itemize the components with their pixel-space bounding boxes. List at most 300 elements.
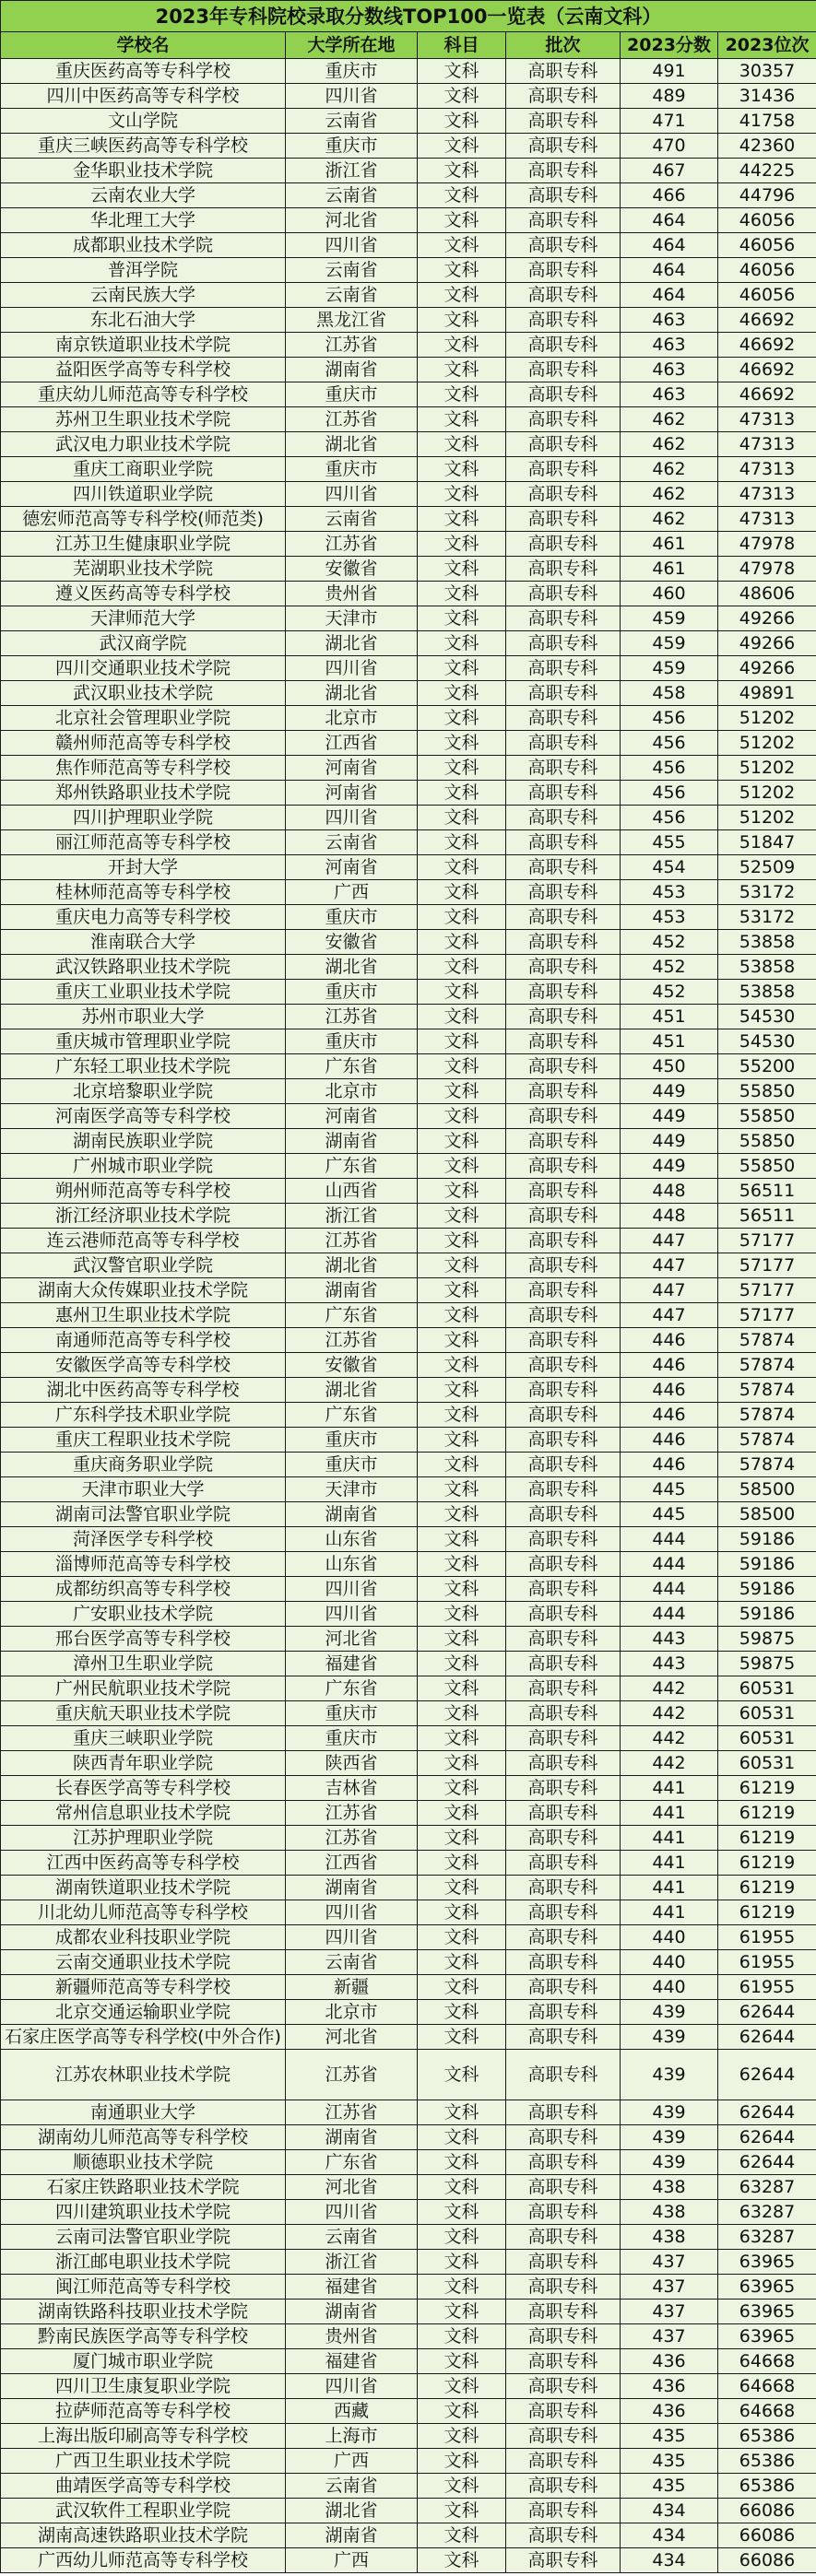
school-name-cell: 重庆幼儿师范高等专科学校	[1, 382, 286, 407]
subject-cell: 文科	[418, 1054, 506, 1079]
subject-cell: 文科	[418, 1552, 506, 1577]
subject-cell: 文科	[418, 2499, 506, 2523]
batch-cell: 高职专科	[506, 457, 621, 482]
subject-cell: 文科	[418, 731, 506, 756]
rank-cell: 53172	[718, 880, 816, 905]
score-cell: 437	[621, 2275, 718, 2300]
subject-cell: 文科	[418, 2050, 506, 2100]
location-cell: 广东省	[286, 1054, 418, 1079]
table-row	[1, 1453, 816, 1477]
score-cell: 441	[621, 1776, 718, 1801]
school-name-cell: 云南交通职业技术学院	[1, 1950, 286, 1975]
subject-cell: 文科	[418, 606, 506, 631]
subject-cell: 文科	[418, 308, 506, 333]
subject-cell: 文科	[418, 358, 506, 382]
subject-cell: 文科	[418, 2349, 506, 2374]
location-cell: 广东省	[286, 2150, 418, 2175]
score-cell: 470	[621, 134, 718, 159]
location-cell: 湖北省	[286, 2499, 418, 2523]
batch-cell: 高职专科	[506, 2324, 621, 2349]
location-cell: 浙江省	[286, 1204, 418, 1229]
score-cell: 441	[621, 1801, 718, 1826]
subject-cell: 文科	[418, 1278, 506, 1303]
table-row	[1, 1676, 816, 1701]
location-cell: 河南省	[286, 781, 418, 806]
batch-cell: 高职专科	[506, 1428, 621, 1453]
school-name-cell: 黔南民族医学高等专科学校	[1, 2324, 286, 2349]
location-cell: 云南省	[286, 258, 418, 283]
location-cell: 江苏省	[286, 2050, 418, 2100]
school-name-cell: 四川护理职业学院	[1, 806, 286, 830]
score-cell: 456	[621, 731, 718, 756]
table-row	[1, 2300, 816, 2324]
score-cell: 450	[621, 1054, 718, 1079]
school-name-cell: 南通师范高等专科学校	[1, 1328, 286, 1353]
subject-cell: 文科	[418, 1428, 506, 1453]
score-cell: 464	[621, 233, 718, 258]
rank-cell: 61219	[718, 1826, 816, 1851]
score-cell: 459	[621, 631, 718, 656]
batch-cell: 高职专科	[506, 756, 621, 781]
school-name-cell: 天津师范大学	[1, 606, 286, 631]
rank-cell: 63965	[718, 2275, 816, 2300]
score-cell: 440	[621, 1975, 718, 2000]
table-row	[1, 258, 816, 283]
location-cell: 四川省	[286, 2200, 418, 2225]
subject-cell: 文科	[418, 1453, 506, 1477]
table-row	[1, 134, 816, 159]
school-name-cell: 重庆航天职业技术学院	[1, 1701, 286, 1726]
location-cell: 江苏省	[286, 2100, 418, 2125]
location-cell: 浙江省	[286, 2250, 418, 2275]
table-row	[1, 1079, 816, 1104]
school-name-cell: 石家庄铁路职业技术学院	[1, 2175, 286, 2200]
school-name-cell: 四川铁道职业学院	[1, 482, 286, 507]
table-row	[1, 1129, 816, 1154]
table-row	[1, 1303, 816, 1328]
batch-cell: 高职专科	[506, 631, 621, 656]
subject-cell: 文科	[418, 1701, 506, 1726]
table-row	[1, 1253, 816, 1278]
batch-cell: 高职专科	[506, 2523, 621, 2548]
score-cell: 437	[621, 2300, 718, 2324]
batch-cell: 高职专科	[506, 283, 621, 308]
table-row	[1, 1876, 816, 1900]
rank-cell: 61955	[718, 1950, 816, 1975]
table-row	[1, 2200, 816, 2225]
rank-cell: 53858	[718, 980, 816, 1005]
subject-cell: 文科	[418, 2150, 506, 2175]
batch-cell: 高职专科	[506, 1900, 621, 1925]
table-row	[1, 905, 816, 930]
score-cell: 456	[621, 781, 718, 806]
table-row	[1, 1527, 816, 1552]
rank-cell: 60531	[718, 1676, 816, 1701]
score-cell: 447	[621, 1278, 718, 1303]
table-row	[1, 308, 816, 333]
rank-cell: 59875	[718, 1652, 816, 1676]
subject-cell: 文科	[418, 2324, 506, 2349]
subject-cell: 文科	[418, 1502, 506, 1527]
table-row	[1, 84, 816, 109]
table-row	[1, 1900, 816, 1925]
batch-cell: 高职专科	[506, 1950, 621, 1975]
table-row	[1, 159, 816, 183]
location-cell: 广西	[286, 880, 418, 905]
school-name-cell: 四川交通职业技术学院	[1, 656, 286, 681]
subject-cell: 文科	[418, 1801, 506, 1826]
school-name-cell: 成都农业科技职业学院	[1, 1925, 286, 1950]
batch-cell: 高职专科	[506, 2399, 621, 2424]
subject-cell: 文科	[418, 1652, 506, 1676]
rank-cell: 62644	[718, 2100, 816, 2125]
batch-cell: 高职专科	[506, 1652, 621, 1676]
score-cell: 440	[621, 1925, 718, 1950]
batch-cell: 高职专科	[506, 308, 621, 333]
batch-cell: 高职专科	[506, 1776, 621, 1801]
subject-cell: 文科	[418, 905, 506, 930]
location-cell: 云南省	[286, 283, 418, 308]
table-row	[1, 2374, 816, 2399]
rank-cell: 65386	[718, 2449, 816, 2474]
location-cell: 湖南省	[286, 1502, 418, 1527]
rank-cell: 46692	[718, 333, 816, 358]
header-subject: 科目	[418, 32, 506, 59]
subject-cell: 文科	[418, 1029, 506, 1054]
subject-cell: 文科	[418, 333, 506, 358]
rank-cell: 54530	[718, 1005, 816, 1029]
location-cell: 江苏省	[286, 532, 418, 557]
school-name-cell: 云南民族大学	[1, 283, 286, 308]
batch-cell: 高职专科	[506, 1876, 621, 1900]
rank-cell: 61955	[718, 1975, 816, 2000]
subject-cell: 文科	[418, 2225, 506, 2250]
table-row	[1, 706, 816, 731]
table-row	[1, 2474, 816, 2499]
rank-cell: 49266	[718, 631, 816, 656]
rank-cell: 53172	[718, 905, 816, 930]
batch-cell: 高职专科	[506, 2300, 621, 2324]
score-cell: 462	[621, 432, 718, 457]
location-cell: 云南省	[286, 507, 418, 532]
header-location: 大学所在地	[286, 32, 418, 59]
batch-cell: 高职专科	[506, 1278, 621, 1303]
score-cell: 462	[621, 482, 718, 507]
school-name-cell: 广西幼儿师范高等专科学校	[1, 2548, 286, 2573]
rank-cell: 46692	[718, 358, 816, 382]
rank-cell: 62644	[718, 2050, 816, 2100]
subject-cell: 文科	[418, 1876, 506, 1900]
location-cell: 湖北省	[286, 955, 418, 980]
rank-cell: 54530	[718, 1029, 816, 1054]
location-cell: 云南省	[286, 183, 418, 208]
rank-cell: 53858	[718, 955, 816, 980]
score-cell: 471	[621, 109, 718, 134]
school-name-cell: 重庆工业职业技术学院	[1, 980, 286, 1005]
batch-cell: 高职专科	[506, 1303, 621, 1328]
subject-cell: 文科	[418, 2100, 506, 2125]
batch-cell: 高职专科	[506, 159, 621, 183]
score-cell: 434	[621, 2523, 718, 2548]
score-cell: 441	[621, 1826, 718, 1851]
batch-cell: 高职专科	[506, 1054, 621, 1079]
school-name-cell: 重庆医药高等专科学校	[1, 59, 286, 84]
table-row	[1, 2449, 816, 2474]
location-cell: 湖北省	[286, 631, 418, 656]
location-cell: 湖北省	[286, 681, 418, 706]
location-cell: 重庆市	[286, 59, 418, 84]
school-name-cell: 广西卫生职业技术学院	[1, 2449, 286, 2474]
table-row	[1, 507, 816, 532]
table-row	[1, 1577, 816, 1602]
subject-cell: 文科	[418, 1154, 506, 1179]
table-row	[1, 1154, 816, 1179]
score-cell: 459	[621, 606, 718, 631]
school-name-cell: 郑州铁路职业技术学院	[1, 781, 286, 806]
school-name-cell: 长春医学高等专科学校	[1, 1776, 286, 1801]
school-name-cell: 苏州卫生职业技术学院	[1, 407, 286, 432]
rank-cell: 51202	[718, 706, 816, 731]
table-row	[1, 631, 816, 656]
school-name-cell: 湖南铁路科技职业技术学院	[1, 2300, 286, 2324]
school-name-cell: 顺德职业技术学院	[1, 2150, 286, 2175]
subject-cell: 文科	[418, 2025, 506, 2050]
school-name-cell: 邢台医学高等专科学校	[1, 1627, 286, 1652]
rank-cell: 56511	[718, 1179, 816, 1204]
rank-cell: 57177	[718, 1253, 816, 1278]
table-row	[1, 1627, 816, 1652]
score-cell: 452	[621, 980, 718, 1005]
rank-cell: 47978	[718, 532, 816, 557]
table-row	[1, 358, 816, 382]
batch-cell: 高职专科	[506, 482, 621, 507]
rank-cell: 47313	[718, 457, 816, 482]
rank-cell: 55850	[718, 1154, 816, 1179]
table-row	[1, 1278, 816, 1303]
rank-cell: 61219	[718, 1900, 816, 1925]
school-name-cell: 重庆工商职业学院	[1, 457, 286, 482]
score-cell: 444	[621, 1602, 718, 1627]
location-cell: 重庆市	[286, 1428, 418, 1453]
table-row	[1, 432, 816, 457]
location-cell: 安徽省	[286, 557, 418, 582]
subject-cell: 文科	[418, 1925, 506, 1950]
batch-cell: 高职专科	[506, 1029, 621, 1054]
location-cell: 河南省	[286, 756, 418, 781]
batch-cell: 高职专科	[506, 1353, 621, 1378]
score-cell: 451	[621, 1029, 718, 1054]
subject-cell: 文科	[418, 955, 506, 980]
rank-cell: 57874	[718, 1353, 816, 1378]
school-name-cell: 文山学院	[1, 109, 286, 134]
location-cell: 河北省	[286, 2175, 418, 2200]
score-cell: 446	[621, 1428, 718, 1453]
school-name-cell: 新疆师范高等专科学校	[1, 1975, 286, 2000]
school-name-cell: 淮南联合大学	[1, 930, 286, 955]
score-cell: 491	[621, 59, 718, 84]
score-cell: 437	[621, 2250, 718, 2275]
school-name-cell: 丽江师范高等专科学校	[1, 830, 286, 855]
subject-cell: 文科	[418, 1627, 506, 1652]
rank-cell: 44225	[718, 159, 816, 183]
rank-cell: 49266	[718, 606, 816, 631]
location-cell: 湖南省	[286, 1876, 418, 1900]
batch-cell: 高职专科	[506, 1627, 621, 1652]
score-cell: 459	[621, 656, 718, 681]
score-cell: 434	[621, 2548, 718, 2573]
table-row	[1, 582, 816, 606]
location-cell: 天津市	[286, 1477, 418, 1502]
location-cell: 西藏	[286, 2399, 418, 2424]
rank-cell: 61219	[718, 1776, 816, 1801]
location-cell: 四川省	[286, 806, 418, 830]
rank-cell: 46692	[718, 308, 816, 333]
batch-cell: 高职专科	[506, 2125, 621, 2150]
rank-cell: 57177	[718, 1278, 816, 1303]
subject-cell: 文科	[418, 980, 506, 1005]
school-name-cell: 常州信息职业技术学院	[1, 1801, 286, 1826]
rank-cell: 60531	[718, 1701, 816, 1726]
school-name-cell: 东北石油大学	[1, 308, 286, 333]
subject-cell: 文科	[418, 2125, 506, 2150]
batch-cell: 高职专科	[506, 2100, 621, 2125]
location-cell: 云南省	[286, 2474, 418, 2499]
rank-cell: 47313	[718, 482, 816, 507]
school-name-cell: 北京社会管理职业学院	[1, 706, 286, 731]
table-row	[1, 2100, 816, 2125]
school-name-cell: 连云港师范高等专科学校	[1, 1229, 286, 1253]
subject-cell: 文科	[418, 507, 506, 532]
score-cell: 449	[621, 1079, 718, 1104]
batch-cell: 高职专科	[506, 2200, 621, 2225]
score-cell: 435	[621, 2424, 718, 2449]
location-cell: 上海市	[286, 2424, 418, 2449]
school-name-cell: 重庆三峡职业学院	[1, 1726, 286, 1751]
table-row	[1, 1054, 816, 1079]
rank-cell: 61219	[718, 1851, 816, 1876]
subject-cell: 文科	[418, 258, 506, 283]
batch-cell: 高职专科	[506, 606, 621, 631]
table-row	[1, 980, 816, 1005]
batch-cell: 高职专科	[506, 1477, 621, 1502]
batch-cell: 高职专科	[506, 1502, 621, 1527]
batch-cell: 高职专科	[506, 1552, 621, 1577]
subject-cell: 文科	[418, 159, 506, 183]
subject-cell: 文科	[418, 1602, 506, 1627]
table-row	[1, 333, 816, 358]
school-name-cell: 广州民航职业技术学院	[1, 1676, 286, 1701]
batch-cell: 高职专科	[506, 1826, 621, 1851]
subject-cell: 文科	[418, 1005, 506, 1029]
school-name-cell: 苏州市职业大学	[1, 1005, 286, 1029]
rank-cell: 63287	[718, 2200, 816, 2225]
batch-cell: 高职专科	[506, 1925, 621, 1950]
table-row	[1, 1726, 816, 1751]
school-name-cell: 厦门城市职业学院	[1, 2349, 286, 2374]
table-row	[1, 208, 816, 233]
table-row	[1, 1975, 816, 2000]
subject-cell: 文科	[418, 1950, 506, 1975]
subject-cell: 文科	[418, 432, 506, 457]
subject-cell: 文科	[418, 1826, 506, 1851]
score-cell: 449	[621, 1129, 718, 1154]
rank-cell: 51202	[718, 756, 816, 781]
table-row	[1, 482, 816, 507]
score-cell: 452	[621, 930, 718, 955]
score-cell: 456	[621, 756, 718, 781]
location-cell: 湖南省	[286, 358, 418, 382]
batch-cell: 高职专科	[506, 2499, 621, 2523]
subject-cell: 文科	[418, 2000, 506, 2025]
rank-cell: 49266	[718, 656, 816, 681]
batch-cell: 高职专科	[506, 905, 621, 930]
score-cell: 454	[621, 855, 718, 880]
school-name-cell: 湖南司法警官职业学院	[1, 1502, 286, 1527]
score-cell: 435	[621, 2449, 718, 2474]
subject-cell: 文科	[418, 1851, 506, 1876]
subject-cell: 文科	[418, 457, 506, 482]
school-name-cell: 陕西青年职业学院	[1, 1751, 286, 1776]
location-cell: 湖南省	[286, 2300, 418, 2324]
rank-cell: 57874	[718, 1428, 816, 1453]
table-row	[1, 2275, 816, 2300]
location-cell: 广东省	[286, 1154, 418, 1179]
rank-cell: 66086	[718, 2499, 816, 2523]
score-cell: 443	[621, 1652, 718, 1676]
table-row	[1, 806, 816, 830]
subject-cell: 文科	[418, 1328, 506, 1353]
batch-cell: 高职专科	[506, 1751, 621, 1776]
table-row	[1, 183, 816, 208]
rank-cell: 66086	[718, 2523, 816, 2548]
batch-cell: 高职专科	[506, 1801, 621, 1826]
batch-cell: 高职专科	[506, 1005, 621, 1029]
rank-cell: 62644	[718, 2025, 816, 2050]
rank-cell: 59875	[718, 1627, 816, 1652]
table-row	[1, 855, 816, 880]
score-cell: 435	[621, 2474, 718, 2499]
school-name-cell: 武汉铁路职业技术学院	[1, 955, 286, 980]
location-cell: 广西	[286, 2449, 418, 2474]
table-row	[1, 233, 816, 258]
score-cell: 446	[621, 1378, 718, 1403]
score-cell: 463	[621, 382, 718, 407]
score-cell: 436	[621, 2349, 718, 2374]
location-cell: 重庆市	[286, 1726, 418, 1751]
batch-cell: 高职专科	[506, 2275, 621, 2300]
location-cell: 广东省	[286, 1303, 418, 1328]
location-cell: 重庆市	[286, 382, 418, 407]
table-row	[1, 1378, 816, 1403]
subject-cell: 文科	[418, 806, 506, 830]
batch-cell: 高职专科	[506, 382, 621, 407]
rank-cell: 61955	[718, 1925, 816, 1950]
score-cell: 438	[621, 2175, 718, 2200]
batch-cell: 高职专科	[506, 1378, 621, 1403]
table-row	[1, 1552, 816, 1577]
score-cell: 463	[621, 308, 718, 333]
score-cell: 452	[621, 955, 718, 980]
subject-cell: 文科	[418, 1726, 506, 1751]
school-name-cell: 云南司法警官职业学院	[1, 2225, 286, 2250]
location-cell: 云南省	[286, 1950, 418, 1975]
location-cell: 湖南省	[286, 2125, 418, 2150]
rank-cell: 65386	[718, 2424, 816, 2449]
score-cell: 436	[621, 2374, 718, 2399]
batch-cell: 高职专科	[506, 1328, 621, 1353]
subject-cell: 文科	[418, 1079, 506, 1104]
table-row	[1, 2349, 816, 2374]
